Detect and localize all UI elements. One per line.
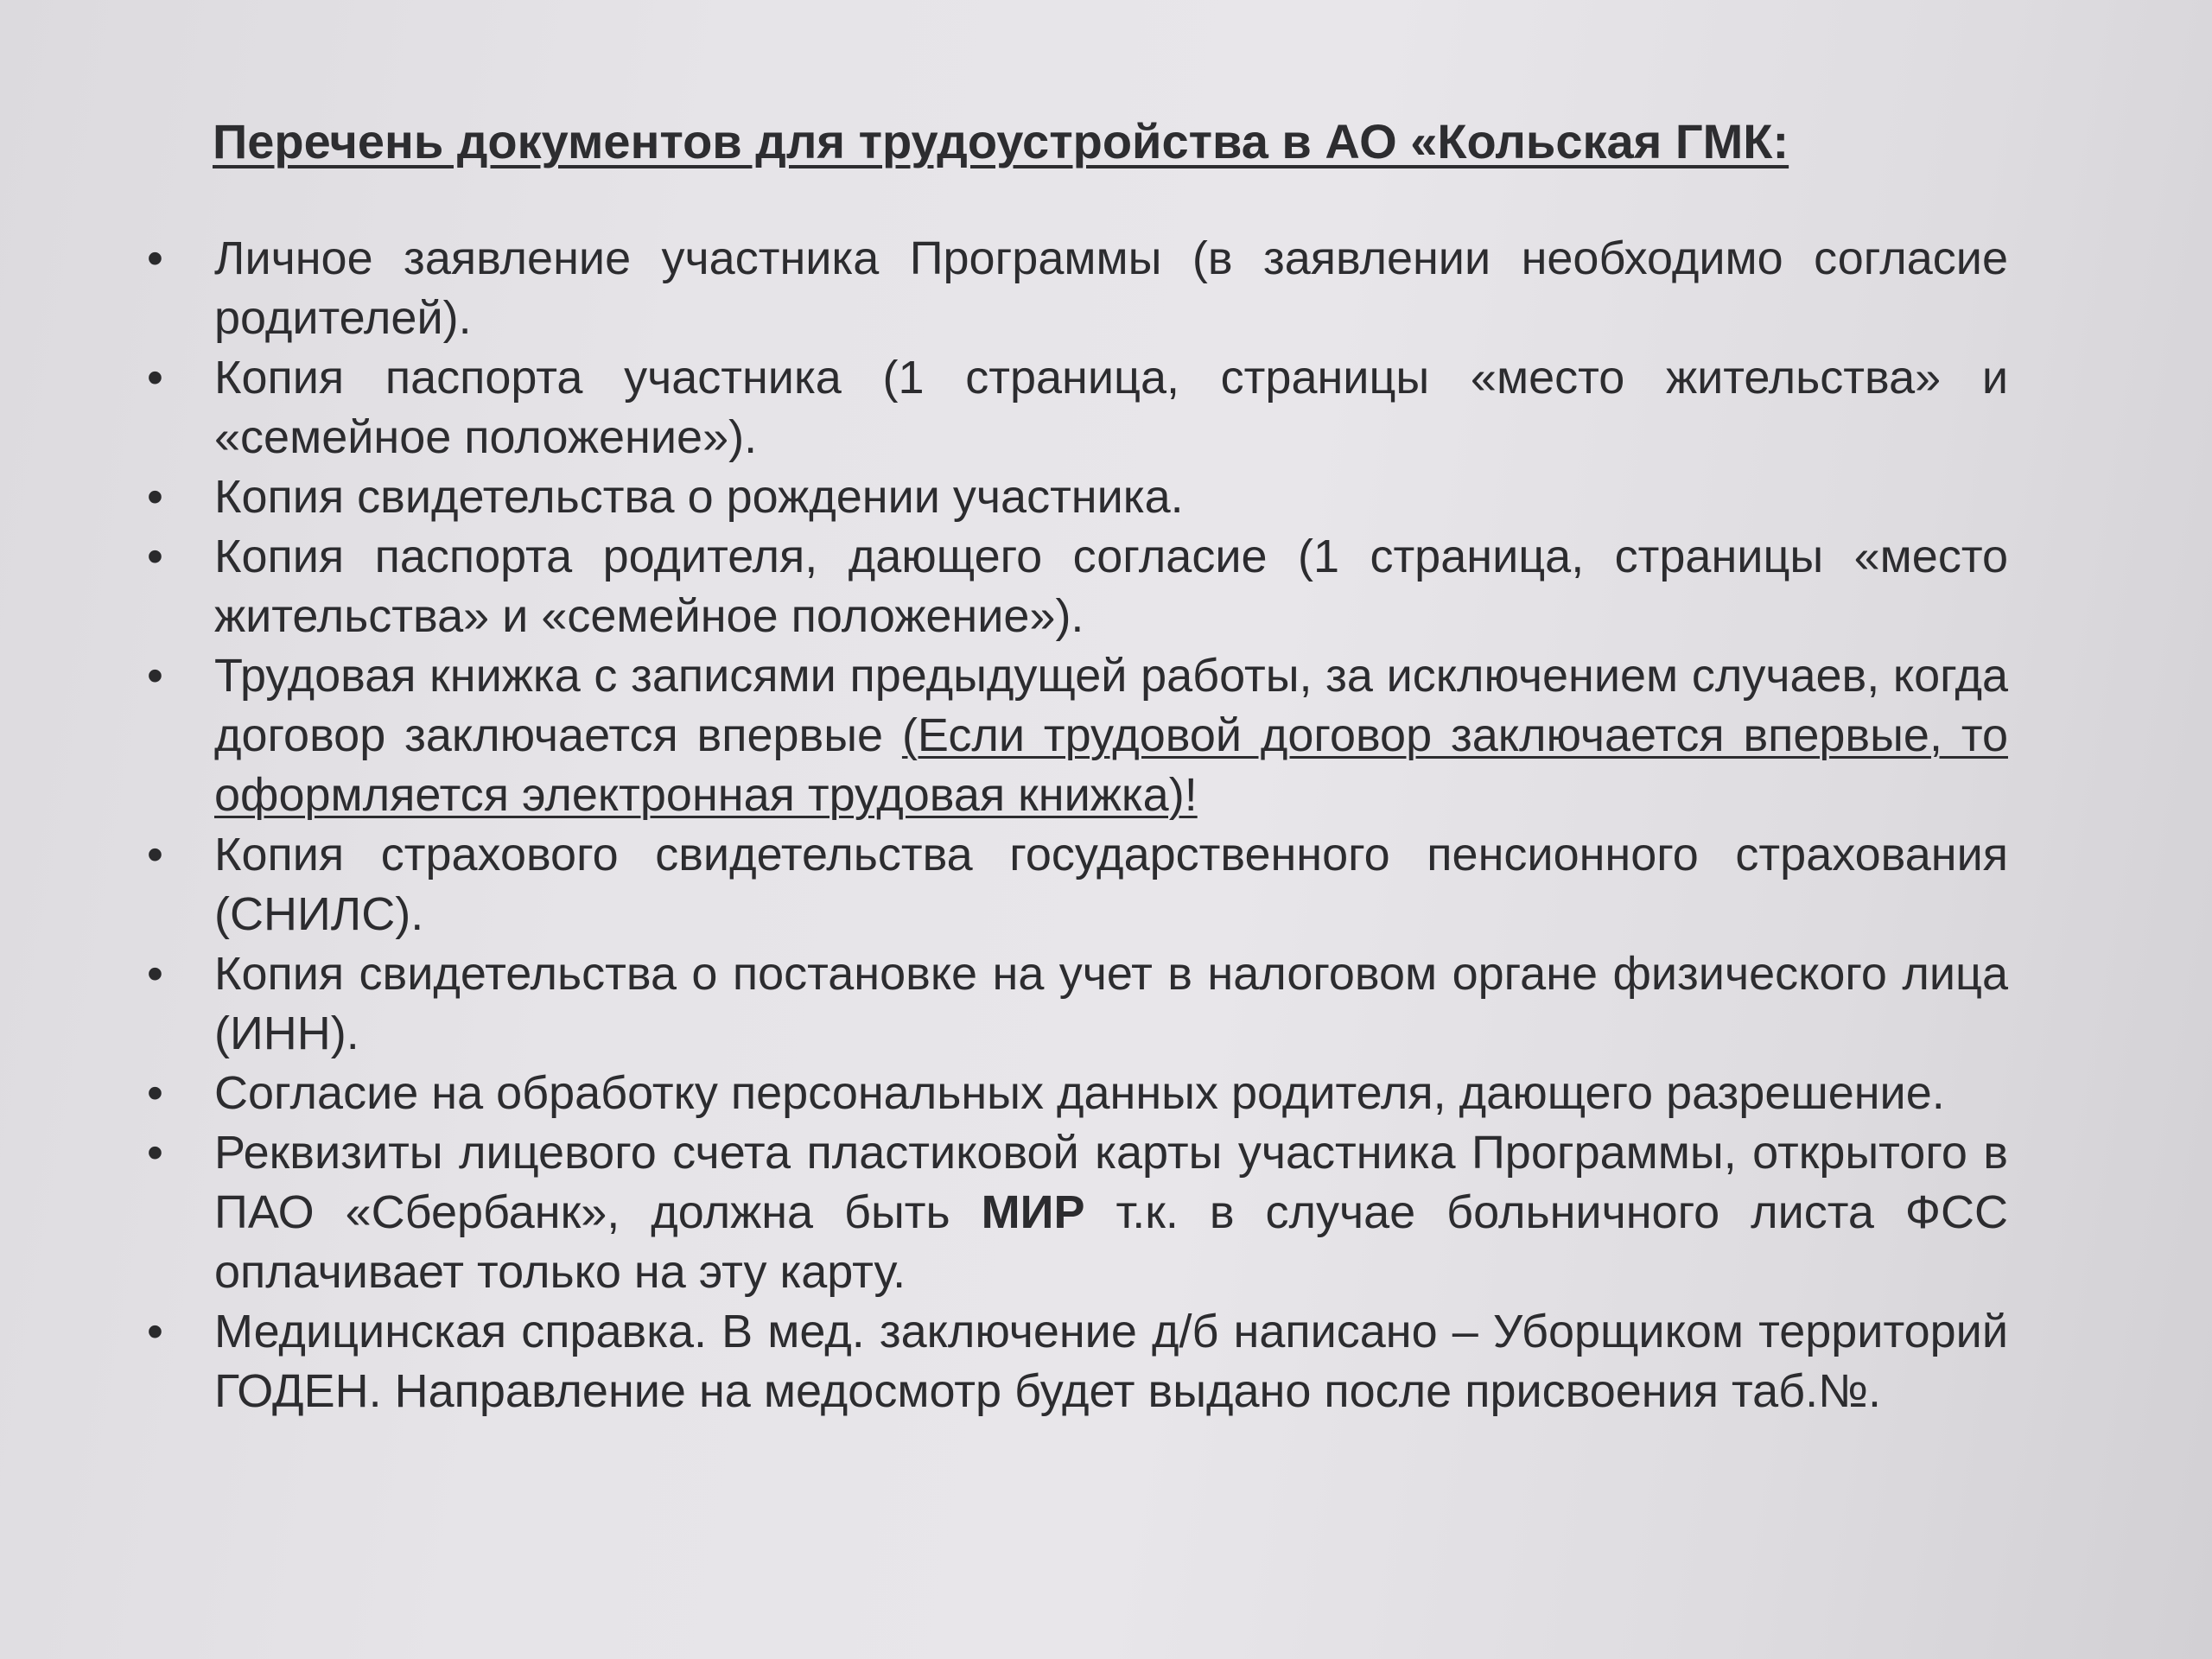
list-item-text: Копия страхового свидетельства государственного пенсионного страхования (СНИЛС). — [214, 829, 2008, 940]
list-item — [138, 944, 2008, 1064]
bullet-icon: • — [147, 829, 163, 880]
document-list — [138, 229, 2008, 1421]
bullet-icon: • — [147, 650, 163, 702]
list-item-text: Трудовая книжка с записями предыдущей работы, за исключением случаев, когда договор заключается впервые — [214, 650, 2008, 761]
list-item — [138, 1302, 2008, 1421]
underlined-note: (Если трудовой договор заключается впервые, то оформляется электронная трудовая книжка)! — [214, 709, 2008, 821]
bullet-icon: • — [147, 471, 163, 523]
document-title: Перечень документов для трудоустройства в АО «Кольская ГМК: — [213, 114, 1789, 168]
list-item — [138, 527, 2008, 646]
list-item-text: Согласие на обработку персональных данных родителя, дающего разрешение. — [214, 1067, 1945, 1119]
bullet-icon: • — [147, 948, 163, 1000]
list-item — [138, 825, 2008, 944]
list-item-text: Реквизиты лицевого счета пластиковой карты участника Программы, открытого в ПАО «Сбербанк», должна быть — [214, 1127, 2008, 1238]
list-item — [138, 646, 2008, 825]
bold-card-name: МИР — [981, 1186, 1085, 1238]
list-item — [138, 229, 2008, 348]
bullet-icon: • — [147, 1306, 163, 1357]
list-item — [138, 1064, 2008, 1123]
list-item-text: Копия свидетельства о постановке на учет в налоговом органе физического лица (ИНН). — [214, 948, 2008, 1059]
list-item-text: Копия паспорта родителя, дающего согласие (1 страница, страницы «место жительства» и «семейное положение»). — [214, 531, 2008, 642]
bullet-icon: • — [147, 352, 163, 404]
list-item-text: Медицинская справка. В мед. заключение д/б написано – Уборщиком территорий ГОДЕН. Направление на медосмотр будет выдано после присвоения таб.№. — [214, 1306, 2008, 1417]
list-item — [138, 467, 2008, 527]
list-item-text: Копия свидетельства о рождении участника. — [214, 471, 1184, 523]
list-item-text: Личное заявление участника Программы (в заявлении необходимо согласие родителей). — [214, 232, 2008, 344]
list-item-text: Копия паспорта участника (1 страница, страницы «место жительства» и «семейное положение»). — [214, 352, 2008, 463]
bullet-icon: • — [147, 531, 163, 582]
list-item — [138, 348, 2008, 467]
list-item-text: т.к. в случае больничного листа ФСС оплачивает только на эту карту. — [214, 1186, 2008, 1298]
bullet-icon: • — [147, 1127, 163, 1179]
list-item — [138, 1123, 2008, 1302]
bullet-icon: • — [147, 1067, 163, 1119]
bullet-icon: • — [147, 232, 163, 284]
